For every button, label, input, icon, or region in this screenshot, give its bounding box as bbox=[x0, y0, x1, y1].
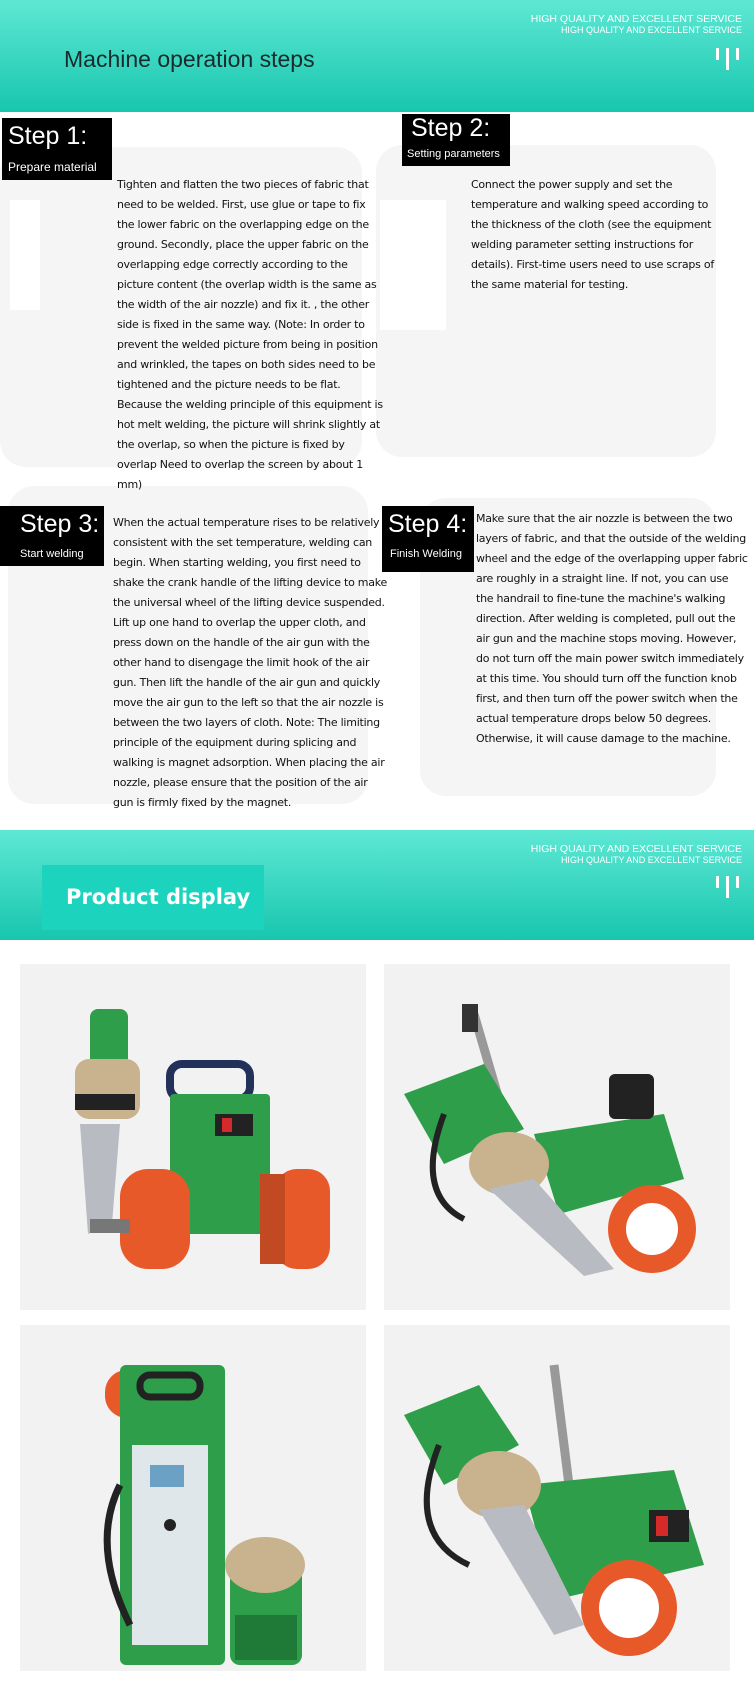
step-1-tag bbox=[2, 118, 112, 180]
product-display-title-box bbox=[42, 865, 264, 930]
header-banner bbox=[0, 0, 754, 112]
step-1-number: Step 1: bbox=[8, 122, 88, 150]
service-slogan-line-2: HIGH QUALITY AND EXCELLENT SERVICE bbox=[560, 25, 742, 35]
product-photo-side bbox=[384, 1325, 730, 1671]
page-title: Machine operation steps bbox=[64, 46, 315, 72]
welding-machine-top-icon bbox=[20, 1325, 366, 1671]
step-1-description: Tighten and flatten the two pieces of fabric that need to be welded. First, use glue or tape to fix the lower fabric on the overlapping edge on the ground. Secondly, place the upper fabric on the overlapping edge correctly according to the picture content (the overlap width is the same as the width of the air nozzle) and fix it. , the other side is fixed in the same way. (Note: In order to prevent the welded picture from being in position and wrinkled, the tapes on both sides need to be tightened and the picture needs to be flat. Because the welding principle of this equipment is hot melt welding, the picture will shrink slightly at the overlap, so when the picture is fixed by overlap Need to overlap the screen by about 1 mm) bbox=[117, 178, 383, 491]
step-4-number: Step 4: bbox=[388, 510, 468, 538]
product-service-slogan-line-1: HIGH QUALITY AND EXCELLENT SERVICE bbox=[530, 843, 742, 855]
step-2-tag bbox=[402, 114, 510, 166]
product-photo-angled bbox=[384, 964, 730, 1310]
step-3-description: When the actual temperature rises to be relatively consistent with the set temperature, welding can begin. When starting welding, you first need to shake the crank handle of the lifting device to make the universal wheel of the lifting device suspended. Lift up one hand to overlap the upper cloth, and press down on the handle of the air gun with the other hand to disengage the limit hook of the air gun. Then lift the handle of the air gun and quickly move the air gun to the left so that the air nozzle is between the two layers of cloth. Note: The limiting principle of the equipment during splicing and walking is magnet adsorption. When placing the air nozzle, please ensure that the position of the air gun is firmly fixed by the magnet. bbox=[113, 516, 387, 809]
product-brand-mark-icon bbox=[712, 876, 742, 898]
step-1-panel-notch bbox=[10, 200, 40, 310]
step-3-number: Step 3: bbox=[20, 510, 100, 538]
service-slogan bbox=[531, 14, 742, 36]
step-2-description: Connect the power supply and set the temperature and walking speed according to the thickness of the cloth (see the equipment welding parameter setting instructions for details). First-time users need to use scraps of the same material for testing. bbox=[471, 178, 714, 291]
step-1-label: Prepare material bbox=[8, 160, 97, 174]
brand-mark-icon bbox=[712, 48, 742, 70]
product-photo-top bbox=[20, 1325, 366, 1671]
step-3-label: Start welding bbox=[20, 548, 84, 560]
welding-machine-side-icon bbox=[384, 1325, 730, 1671]
product-display-banner bbox=[0, 830, 754, 940]
service-slogan-line-1: HIGH QUALITY AND EXCELLENT SERVICE bbox=[530, 13, 742, 25]
product-service-slogan-line-2: HIGH QUALITY AND EXCELLENT SERVICE bbox=[560, 855, 742, 865]
step-2-label: Setting parameters bbox=[407, 148, 500, 160]
step-4-tag bbox=[382, 506, 474, 572]
step-4-label: Finish Welding bbox=[390, 548, 462, 560]
step-3-tag bbox=[0, 506, 104, 566]
product-photo-front bbox=[20, 964, 366, 1310]
product-service-slogan bbox=[531, 844, 742, 866]
step-2-number: Step 2: bbox=[411, 114, 491, 142]
step-4-description: Make sure that the air nozzle is between the two layers of fabric, and that the outside of the welding wheel and the edge of the overlapping upper fabric are roughly in a straight line. If not, you can use the handrail to fine-tune the machine's walking direction. After welding is completed, pull out the air gun and the machine stops moving. However, do not turn off the main power switch immediately at this time. You should turn off the function knob first, and then turn off the power switch when the actual temperature drops below 50 degrees. Otherwise, it will cause damage to the machine. bbox=[476, 512, 748, 745]
welding-machine-front-icon bbox=[20, 964, 366, 1310]
welding-machine-angled-icon bbox=[384, 964, 730, 1310]
product-display-title: Product display bbox=[66, 885, 251, 909]
step-2-panel-notch bbox=[380, 200, 446, 330]
